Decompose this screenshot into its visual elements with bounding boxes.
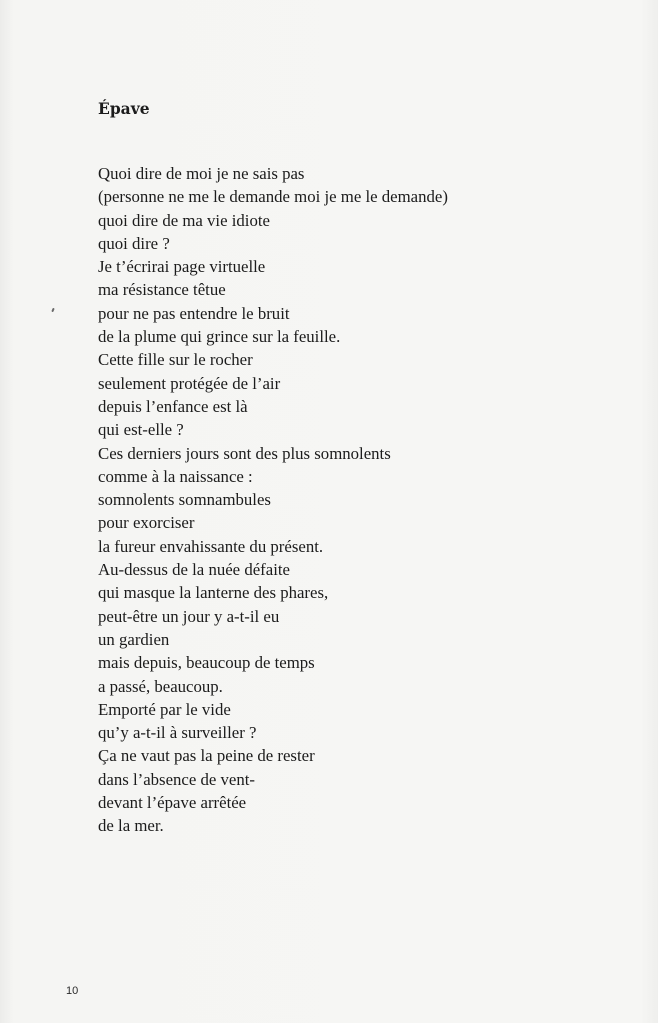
poem-line: de la plume qui grince sur la feuille. [98, 327, 341, 347]
poem-line: pour ne pas entendre le bruit [98, 303, 290, 323]
poem-line: de la mer. [98, 816, 164, 836]
poem-line: Cette fille sur le rocher [98, 350, 253, 370]
page-number: 10 [66, 985, 79, 997]
poem-line: dans l’absence de vent- [98, 769, 256, 789]
poem-line: quoi dire de ma vie idiote [98, 210, 270, 230]
poem-line: devant l’épave arrêtée [98, 793, 247, 813]
poem-line: ma résistance têtue [98, 280, 226, 300]
poem-line: depuis l’enfance est là [98, 396, 248, 416]
poem-title: Épave [98, 99, 150, 118]
poem-line: a passé, beaucoup. [98, 676, 223, 696]
poem-line: Je t’écrirai page virtuelle [98, 257, 266, 277]
poem-line: qu’y a-t-il à surveiller ? [98, 723, 257, 743]
poem-line: Emporté par le vide [98, 699, 231, 719]
poem-line: comme à la naissance : [98, 466, 253, 486]
poem-line: qui masque la lanterne des phares, [98, 583, 329, 603]
poem-line: mais depuis, beaucoup de temps [98, 653, 315, 673]
poem-line: Ça ne vaut pas la peine de rester [98, 746, 315, 766]
poem-line: peut-être un jour y a-t-il eu [98, 606, 280, 626]
poem-body [98, 162, 628, 838]
poem-line: pour exorciser [98, 513, 195, 533]
poem-line: somnolents somnambules [98, 490, 271, 510]
poem-line: Ces derniers jours sont des plus somnolents [98, 443, 391, 463]
poem-line: seulement protégée de l’air [98, 373, 281, 393]
paper-speck [51, 308, 55, 312]
poem-line: quoi dire ? [98, 233, 170, 253]
poem-line: (personne ne me le demande moi je me le demande) [98, 187, 448, 207]
poem-line: la fureur envahissante du présent. [98, 536, 324, 556]
poem-line: Au-dessus de la nuée défaite [98, 560, 290, 580]
poem-line: Quoi dire de moi je ne sais pas [98, 164, 305, 183]
poem-line: qui est-elle ? [98, 420, 184, 440]
poem-line: un gardien [98, 629, 170, 649]
